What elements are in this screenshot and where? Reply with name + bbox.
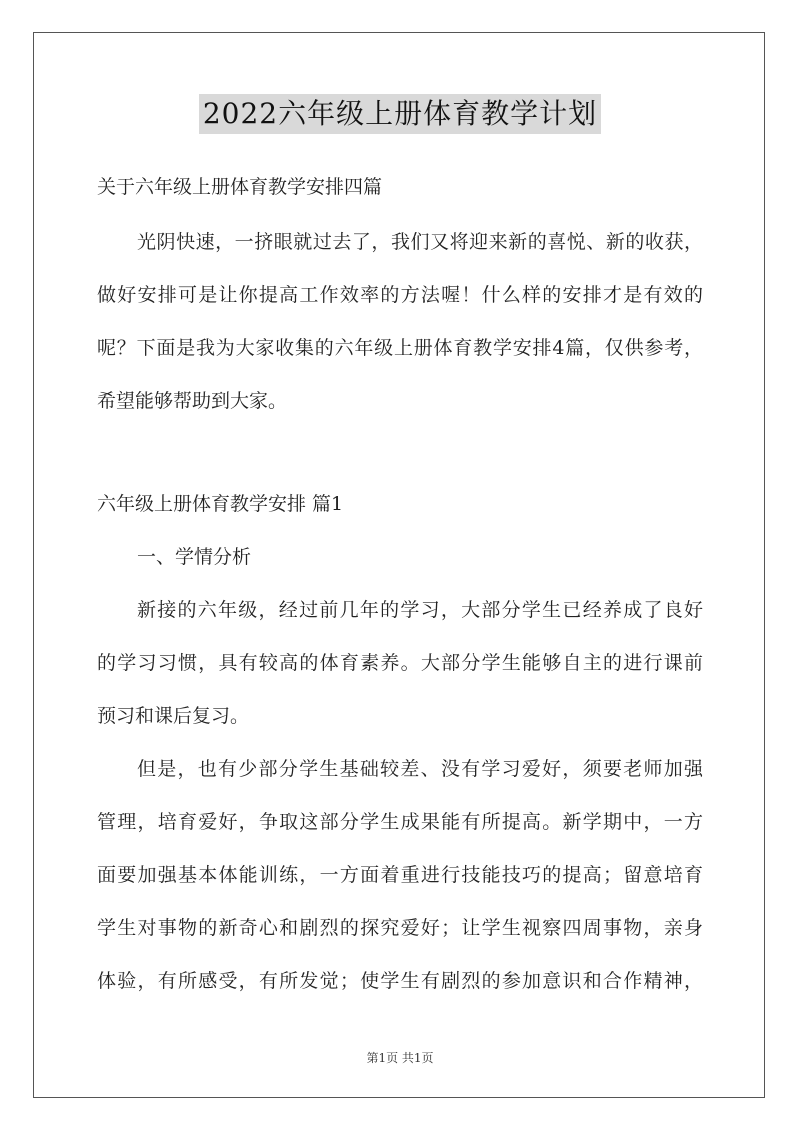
document-title: 2022六年级上册体育教学计划	[199, 94, 601, 134]
paragraph-line: 体验，有所感受，有所发觉；使学生有剧烈的参加意识和合作精神，	[97, 970, 703, 992]
intro-line: 希望能够帮助到大家。	[97, 390, 288, 412]
paragraph-line: 的学习习惯，具有较高的体育素养。大部分学生能够自主的进行课前	[97, 652, 703, 674]
paragraph-line: 新接的六年级，经过前几年的学习，大部分学生已经养成了良好	[137, 599, 703, 621]
paragraph-line: 面要加强基本体能训练，一方面着重进行技能技巧的提高；留意培育	[97, 864, 703, 886]
paragraph-line: 但是，也有少部分学生基础较差、没有学习爱好，须要老师加强	[137, 758, 703, 780]
document-subtitle: 关于六年级上册体育教学安排四篇	[97, 176, 383, 198]
intro-line: 做好安排可是让你提高工作效率的方法喔！什么样的安排才是有效的	[97, 284, 703, 306]
page-footer: 第1页 共1页	[366, 1051, 434, 1065]
intro-line: 光阴快速，一挤眼就过去了，我们又将迎来新的喜悦、新的收获，	[137, 231, 703, 253]
paragraph-line: 管理，培育爱好，争取这部分学生成果能有所提高。新学期中，一方	[97, 811, 703, 833]
section-heading: 六年级上册体育教学安排 篇1	[97, 493, 344, 515]
intro-line: 呢？下面是我为大家收集的六年级上册体育教学安排4篇，仅供参考，	[97, 337, 703, 359]
paragraph-line: 学生对事物的新奇心和剧烈的探究爱好；让学生视察四周事物，亲身	[97, 917, 703, 939]
paragraph-line: 预习和课后复习。	[97, 705, 250, 727]
subheading: 一、学情分析	[137, 546, 252, 568]
